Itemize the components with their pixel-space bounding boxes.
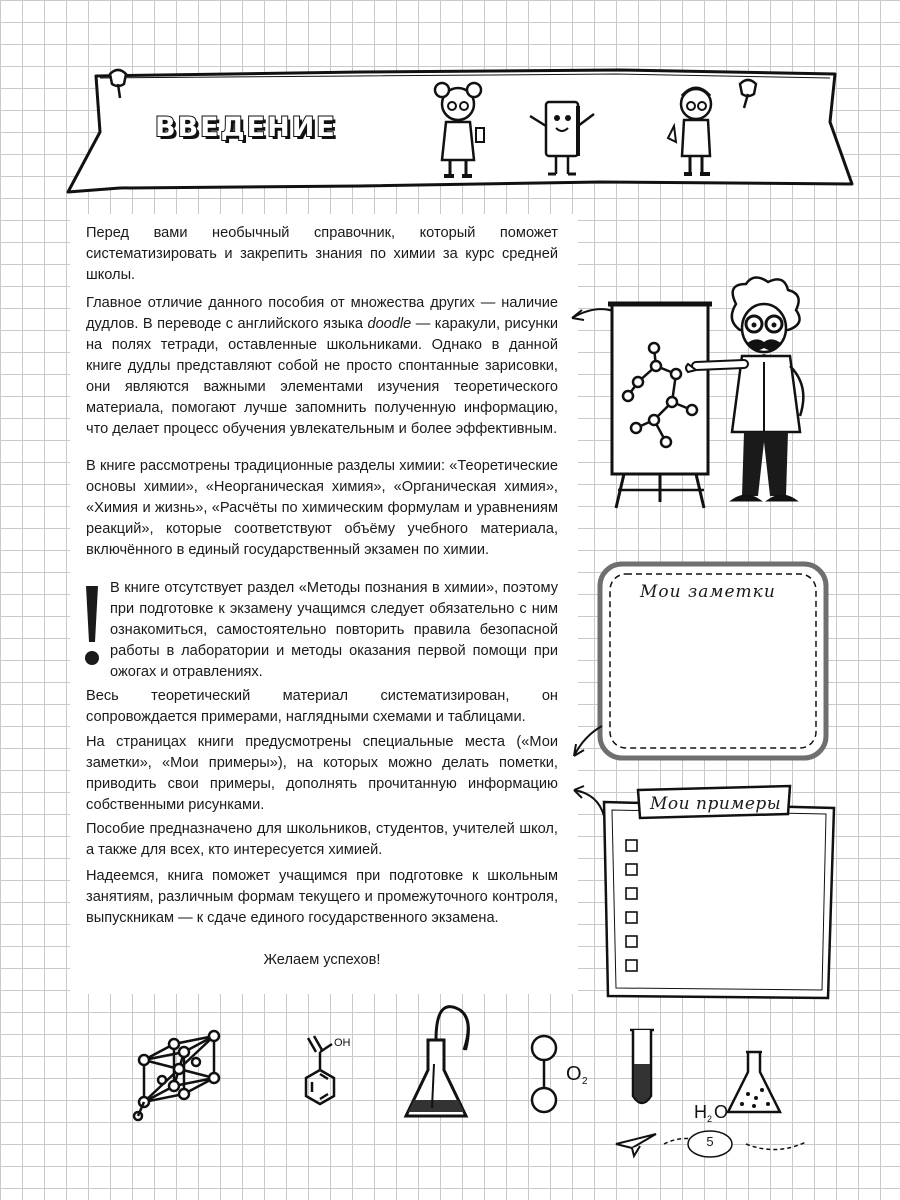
hope-paragraph: Надеемся, книга поможет учащимся при подготовке к школьным занятиям, различным формам текущего и промежуточного контроля, выпускникам — к сдаче единого государственного экзамена. — [86, 868, 558, 926]
o2-molecule-icon — [528, 1030, 598, 1126]
doodles-text-end: — каракули, рисунки на полях тетради, оставленные школьниками. Однако в данной книге дудлы представляют собой не просто спонтанные зарисовки, они являются важными элементами изучения теоретического материала, помогают лучше запомнить полученную информацию, что делает процесс обучения увлекательным и более эффективным. — [86, 316, 558, 437]
o2-label: O — [566, 1063, 582, 1085]
special-places-paragraph: На страницах книги предусмотрены специальные места («Мои заметки», «Мои примеры»), на которых можно делать пометки, приводить свои примеры, дополнять прочитанную информацию собственными рисунками. — [86, 734, 558, 813]
exclamation-icon — [82, 584, 102, 668]
examples-card — [598, 782, 840, 1004]
test-tube-icon — [624, 1024, 660, 1110]
sections-paragraph: В книге рассмотрены традиционные разделы химии: «Теоретические основы химии», «Неорганическая химия», «Органическая химия», «Химия и жизнь», «Расчёты по химическим формулам и уравнениям реакций», которые соответствуют объёму учебного материала, включённого в единый государственный экзамен по химии. — [86, 458, 558, 558]
missing-section-note: В книге отсутствует раздел «Методы познания в химии», поэтому при подготовке к экзамену учащимся следует обязательно с ним ознакомиться, самостоятельно повторить правила безопасной работы в лаборатории и методы оказания первой помощи при ожогах и отравлениях. — [110, 580, 558, 680]
notes-arrow — [568, 722, 608, 762]
professor-doodle — [568, 282, 858, 522]
h2o-label-icon — [694, 1098, 734, 1124]
o2-subscript: 2 — [582, 1076, 588, 1087]
flask-icon — [400, 1000, 480, 1126]
doodle-word: doodle — [367, 316, 412, 332]
systematized-paragraph: Весь теоретический материал систематизирован, он сопровождается примерами, наглядными схемами и таблицами. — [86, 688, 558, 725]
h2o-o: O — [714, 1102, 729, 1122]
examples-title: Мои примеры — [650, 794, 782, 814]
doodles-paragraph — [86, 293, 558, 440]
closing-wish: Желаем успехов! — [263, 952, 381, 968]
intro-paragraph: Перед вами необычный справочник, который поможет систематизировать и закрепить знания по химии за курс средней школы. — [86, 225, 558, 283]
paper-plane-icon — [616, 1134, 656, 1156]
page-title: ВВЕДЕНИЕ — [155, 112, 337, 143]
audience-paragraph: Пособие предназначено для школьников, студентов, учителей школ, а также для всех, кто интересуется химией. — [86, 821, 558, 858]
h2o-subscript: 2 — [707, 1114, 713, 1124]
page-number: 5 — [706, 1134, 714, 1149]
oh-label: OH — [334, 1037, 351, 1049]
benzoic-acid-icon — [292, 1030, 362, 1126]
notes-title: Мои заметки — [640, 582, 776, 602]
whiteboard-icon — [608, 304, 712, 508]
h2o-h: H — [694, 1102, 707, 1122]
crystal-lattice-icon — [134, 1030, 224, 1122]
doodles-text-start: Главное отличие данного пособия от множества других — наличие дудлов. В переводе с английского языка — [86, 295, 558, 332]
